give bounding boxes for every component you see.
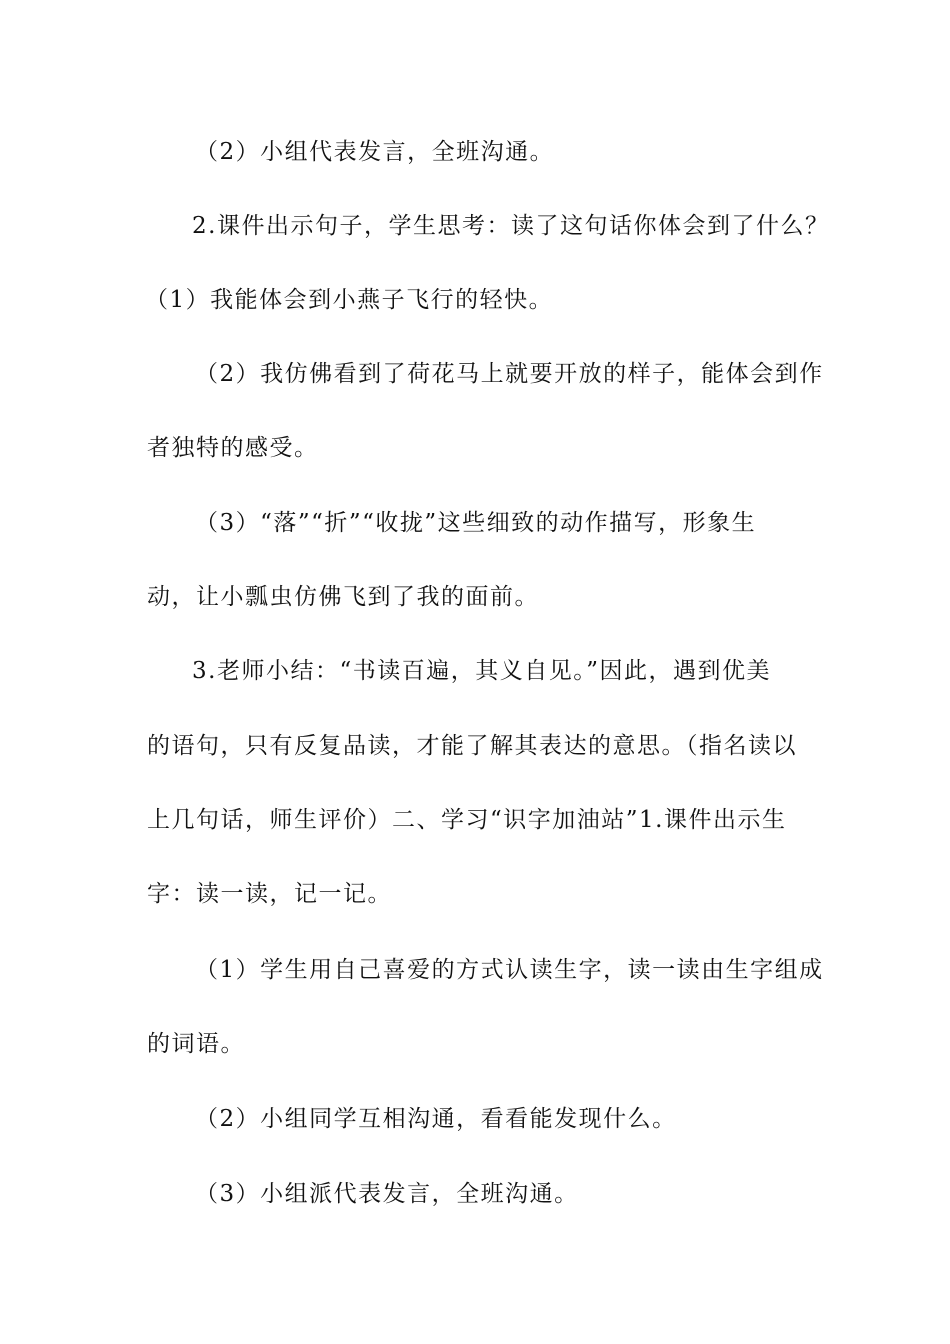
paragraph-line-12: （1）学生用自己喜爱的方式认读生字，读一读由生字组成 (195, 957, 824, 983)
paragraph-line-8: 3.老师小结：“书读百遍，其义自见。”因此，遇到优美 (192, 658, 771, 684)
paragraph-line-13: 的词语。 (147, 1031, 245, 1057)
paragraph-line-10: 上几句话，师生评价）二、学习“识字加油站”1.课件出示生 (147, 807, 787, 833)
paragraph-line-14: （2）小组同学互相沟通，看看能发现什么。 (195, 1106, 677, 1132)
paragraph-line-2: 2.课件出示句子，学生思考：读了这句话你体会到了什么？ (192, 213, 830, 239)
paragraph-line-1: （2）小组代表发言，全班沟通。 (195, 139, 555, 165)
paragraph-line-5: 者独特的感受。 (147, 435, 319, 461)
paragraph-line-7: 动，让小瓢虫仿佛飞到了我的面前。 (147, 584, 539, 610)
paragraph-line-6: （3）“落”“折”“收拢”这些细致的动作描写，形象生 (195, 510, 757, 536)
paragraph-line-9: 的语句，只有反复品读，才能了解其表达的意思。（指名读以 (147, 733, 797, 759)
paragraph-line-15: （3）小组派代表发言，全班沟通。 (195, 1181, 579, 1207)
paragraph-line-3: （1）我能体会到小燕子飞行的轻快。 (145, 287, 554, 313)
paragraph-line-11: 字：读一读，记一记。 (147, 881, 392, 907)
paragraph-line-4: （2）我仿佛看到了荷花马上就要开放的样子，能体会到作 (195, 361, 824, 387)
